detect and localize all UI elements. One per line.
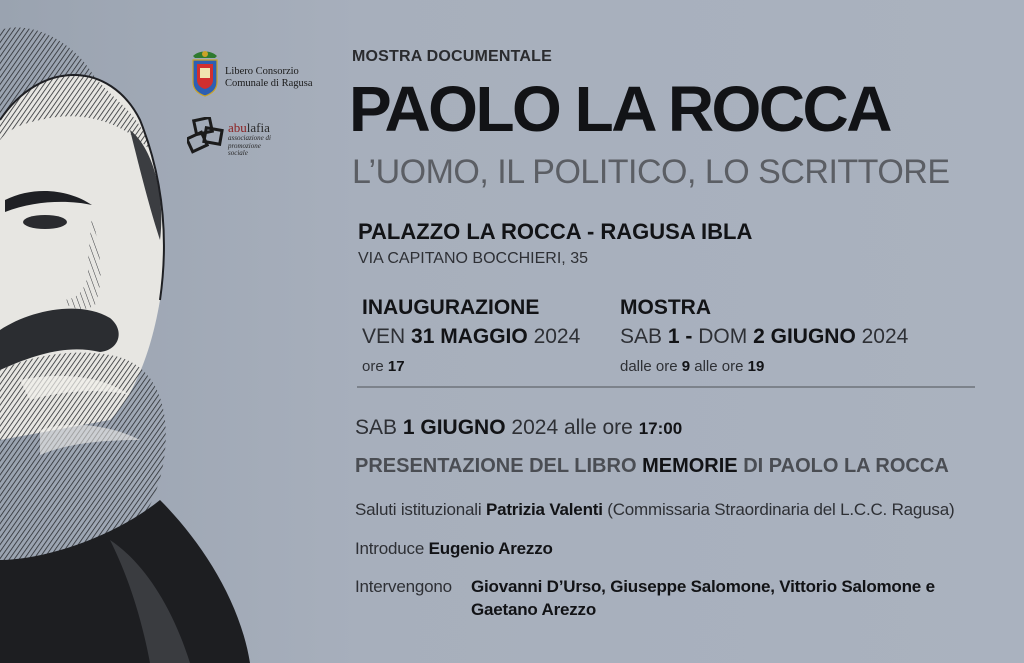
inauguration-heading: INAUGURAZIONE	[362, 296, 540, 319]
exhibition-year: 2024	[861, 325, 909, 348]
inauguration-time-prefix: ore	[362, 358, 384, 375]
abulafia-name-b: lafia	[246, 120, 270, 135]
abulafia-subtitle	[228, 135, 288, 158]
presentation-time: 17:00	[638, 419, 683, 438]
exhibition-heading: MOSTRA	[620, 296, 711, 319]
presentation-line-c: DI	[743, 455, 764, 477]
crest-icon	[189, 48, 221, 98]
venue-name: PALAZZO LA ROCCA - RAGUSA IBLA	[358, 219, 753, 244]
exhibition-date2: 2 GIUGNO	[753, 325, 856, 348]
page-title: PAOLO LA ROCCA	[349, 73, 890, 145]
consorzio-line-2: Comunale di Ragusa	[225, 78, 313, 89]
exhibition-day2: DOM	[698, 325, 748, 348]
exhibition-to: 19	[747, 358, 765, 375]
presentation-line-b: MEMORIE	[642, 455, 738, 477]
presentation-year-text: 2024 alle ore	[511, 416, 633, 439]
speakers-line-2: Gaetano Arezzo	[471, 600, 597, 619]
inauguration-day: VEN	[362, 325, 406, 348]
abulafia-sub-2: promozione	[228, 141, 261, 150]
divider	[357, 386, 975, 388]
abulafia-sub-1: associazione di	[228, 134, 271, 142]
greetings-role: (Commissaria Straordinaria del L.C.C. Ragusa)	[607, 500, 955, 519]
presentation-date	[355, 416, 682, 440]
intro-row	[355, 539, 553, 559]
abulafia-mark-icon	[187, 117, 227, 157]
inauguration-date	[362, 325, 580, 349]
presentation-line-d: PAOLO LA ROCCA	[768, 455, 949, 477]
exhibition-hours	[620, 358, 764, 375]
page-subtitle: L’UOMO, IL POLITICO, LO SCRITTORE	[352, 153, 950, 191]
consorzio-line-1: Libero Consorzio	[225, 66, 299, 77]
exhibition-to-prefix: alle ore	[694, 358, 744, 375]
inauguration-year: 2024	[533, 325, 581, 348]
greetings-row	[355, 500, 954, 520]
greetings-name: Patrizia Valenti	[485, 500, 603, 519]
presentation-date-bold: 1 GIUGNO	[402, 416, 506, 439]
intro-name: Eugenio Arezzo	[428, 539, 553, 558]
speakers-label: Intervengono	[355, 577, 452, 596]
abulafia-name-a: abu	[228, 120, 247, 135]
abulafia-logo	[187, 117, 297, 161]
inauguration-time	[362, 358, 405, 375]
abulafia-sub-3: sociale	[228, 149, 248, 157]
exhibition-sep: -	[685, 325, 693, 348]
greetings-label: Saluti istituzionali	[355, 500, 482, 519]
presentation-line-a: PRESENTAZIONE DEL LIBRO	[355, 455, 637, 477]
exhibition-from-prefix: dalle ore	[620, 358, 678, 375]
presentation-day: SAB	[355, 416, 398, 439]
presentation-title	[355, 455, 949, 478]
speakers-line-1: Giovanni D’Urso, Giuseppe Salomone, Vittorio Salomone e	[471, 577, 935, 596]
exhibition-dates	[620, 325, 908, 349]
exhibition-day1: SAB	[620, 325, 663, 348]
inauguration-date-bold: 31 MAGGIO	[411, 325, 528, 348]
exhibition-date1: 1	[667, 325, 680, 348]
kicker-text: MOSTRA DOCUMENTALE	[352, 48, 553, 65]
venue-address: VIA CAPITANO BOCCHIERI, 35	[358, 250, 588, 267]
consorzio-logo	[187, 48, 317, 100]
intro-label: Introduce	[355, 539, 425, 558]
exhibition-from: 9	[681, 358, 691, 375]
inauguration-time-value: 17	[387, 358, 405, 375]
